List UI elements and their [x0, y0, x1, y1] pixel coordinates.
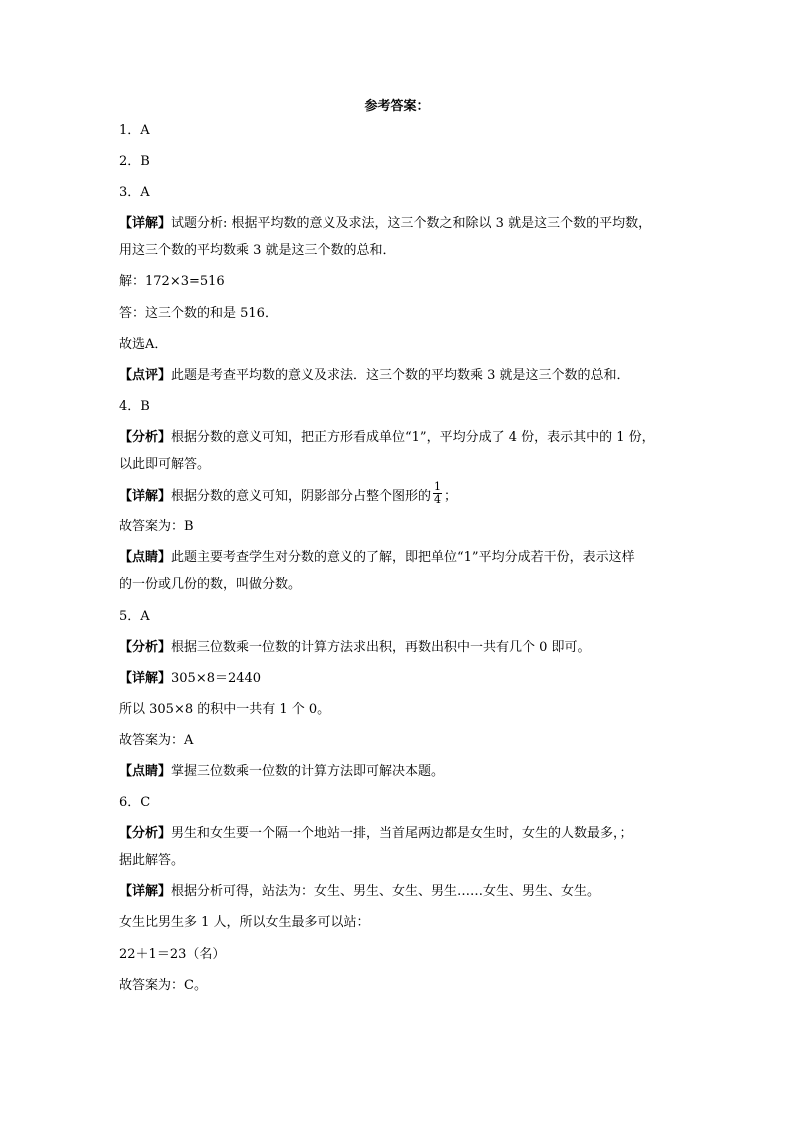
- tag-analysis: 【分析】: [119, 429, 172, 445]
- conclusion-5: 所以 305×8 的积中一共有 1 个 0。: [119, 701, 331, 717]
- tag-analysis: 【分析】: [119, 826, 172, 842]
- fraction: [433, 481, 442, 506]
- detail-4-text: 根据分数的意义可知，阴影部分占整个图形的: [171, 489, 432, 505]
- calculation-6: 22＋1＝23（名）: [119, 946, 226, 962]
- detail-3: [119, 215, 679, 233]
- tag-detail: 【详解】: [119, 216, 172, 232]
- tag-detail: 【详解】: [119, 884, 172, 900]
- analysis-5-text: 根据三位数乘一位数的计算方法求出积，再数出积中一共有几个 0 即可。: [171, 639, 591, 655]
- analysis-5: [119, 639, 679, 657]
- detail-4: [119, 480, 679, 507]
- result-4: 故答案为：B: [119, 519, 194, 535]
- choice-3: 故选A．: [119, 336, 168, 352]
- detail-5-text: 305×8＝2440: [171, 670, 262, 686]
- detail-5: [119, 670, 679, 688]
- detail-6-text: 根据分析可得，站法为：女生、男生、女生、男生……女生、男生、女生。: [171, 884, 601, 900]
- detail-6-cont: 女生比男生多 1 人，所以女生最多可以站：: [119, 915, 370, 931]
- detail-3-text: 试题分析: 根据平均数的意义及求法，这三个数之和除以 3 就是这三个数的平均数，: [171, 216, 652, 232]
- tag-comment: 【点评】: [119, 367, 172, 383]
- analysis-4-cont: 以此即可解答。: [119, 457, 211, 473]
- fraction-denominator: 4: [434, 493, 442, 507]
- note-5: [119, 763, 679, 781]
- analysis-4: [119, 429, 679, 447]
- result-6: 故答案为：C。: [119, 977, 207, 993]
- detail-4-end: ；: [444, 489, 458, 505]
- detail-6: [119, 883, 679, 901]
- tag-detail: 【详解】: [119, 489, 172, 505]
- answer-2: 2．B: [119, 154, 150, 170]
- tag-note: 【点睛】: [119, 763, 172, 779]
- fraction-numerator: 1: [434, 480, 442, 494]
- analysis-6: [119, 825, 679, 843]
- note-4-text: 此题主要考查学生对分数的意义的了解，即把单位“1”平均分成若干份，表示这样: [171, 550, 635, 566]
- answer-1: 1．A: [119, 123, 150, 138]
- comment-3: [119, 367, 679, 385]
- analysis-6-text: 男生和女生要一个隔一个地站一排，当首尾两边都是女生时，女生的人数最多，；: [171, 826, 633, 842]
- answer-6: 6．C: [119, 795, 151, 811]
- answer-4: 4．B: [119, 398, 150, 414]
- note-4-cont: 的一份或几份的数，叫做分数。: [119, 577, 302, 593]
- tag-note: 【点睛】: [119, 550, 172, 566]
- result-5: 故答案为：A: [119, 732, 194, 748]
- answer-body: [119, 122, 679, 1008]
- page-title: 参考答案：: [364, 99, 430, 114]
- comment-3-text: 此题是考查平均数的意义及求法．这三个数的平均数乘 3 就是这三个数的总和．: [171, 367, 630, 383]
- tag-detail: 【详解】: [119, 670, 172, 686]
- analysis-4-text: 根据分数的意义可知，把正方形看成单位“1”，平均分成了 4 份，表示其中的 1 份，: [171, 429, 655, 445]
- solution-3: 解：172×3=516: [119, 274, 225, 290]
- note-5-text: 掌握三位数乘一位数的计算方法即可解决本题。: [171, 763, 445, 779]
- tag-analysis: 【分析】: [119, 639, 172, 655]
- analysis-6-cont: 据此解答。: [119, 853, 185, 869]
- detail-3-cont: 用这三个数的平均数乘 3 就是这三个数的总和．: [119, 243, 396, 259]
- note-4: [119, 549, 679, 567]
- answer-3: 3．A: [119, 185, 150, 201]
- reply-3: 答：这三个数的和是 516．: [119, 305, 278, 321]
- answer-5: 5．A: [119, 608, 150, 624]
